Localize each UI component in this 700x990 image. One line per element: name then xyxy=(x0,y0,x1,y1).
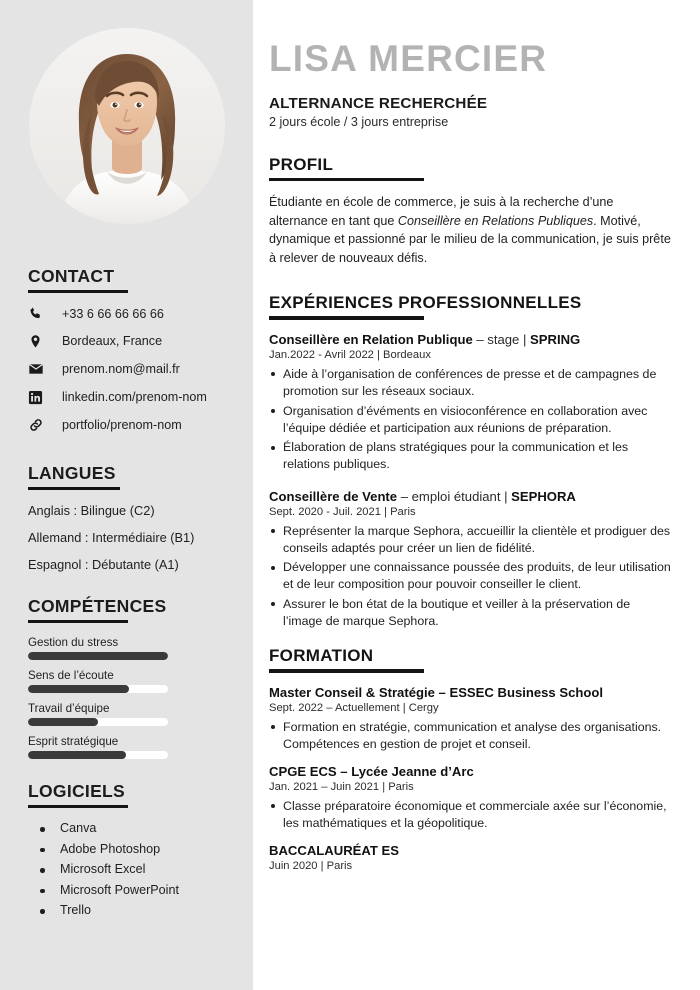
contact-item-portfolio[interactable] xyxy=(28,417,227,433)
bullet-item: Formation en stratégie, communication et analyse des organisations. Compétences en gestion de projet et conseil. xyxy=(269,719,672,753)
skill-item xyxy=(28,702,227,726)
experience-rule xyxy=(269,316,424,320)
education-degree: BACCALAURÉAT ES xyxy=(269,843,399,859)
skills-rule xyxy=(28,620,128,623)
headline: ALTERNANCE RECHERCHÉE xyxy=(269,94,488,112)
skills-section xyxy=(0,596,253,759)
skill-item xyxy=(28,669,227,693)
education-bullets xyxy=(269,798,672,832)
education-degree: Master Conseil & Stratégie – ESSEC Business School xyxy=(269,684,603,700)
skill-label: Gestion du stress xyxy=(28,636,119,649)
software-item: Trello xyxy=(36,903,227,917)
education-meta: Juin 2020 | Paris xyxy=(269,860,353,873)
contact-section xyxy=(0,266,253,433)
software-section xyxy=(0,781,253,917)
photo-container xyxy=(0,0,253,224)
linkedin-icon xyxy=(28,390,52,405)
role-detail: – stage | xyxy=(472,331,531,347)
profile-title: PROFIL xyxy=(269,154,334,174)
skill-label: Travail d’équipe xyxy=(28,702,110,715)
software-item: Canva xyxy=(36,821,227,835)
profile-text xyxy=(269,193,672,267)
experience-bullets xyxy=(269,523,672,631)
contact-value: Bordeaux, France xyxy=(62,334,163,348)
software-item: Adobe Photoshop xyxy=(36,842,227,856)
company-name: SEPHORA xyxy=(511,488,576,504)
language-item: Anglais : Bilingue (C2) xyxy=(28,503,155,518)
profile-rule xyxy=(269,178,424,182)
education-bullets xyxy=(269,719,672,753)
skill-fill xyxy=(28,685,129,693)
education-degree: CPGE ECS – Lycée Jeanne d’Arc xyxy=(269,763,474,779)
role-detail: – emploi étudiant | xyxy=(397,488,512,504)
contact-value: portfolio/prenom-nom xyxy=(62,418,182,432)
experience-section xyxy=(269,293,672,630)
role-name: Conseillère en Relation Publique xyxy=(269,331,473,347)
experience-role xyxy=(269,332,672,347)
contact-item-linkedin[interactable] xyxy=(28,390,227,405)
software-title: LOGICIELS xyxy=(28,781,126,801)
skill-fill xyxy=(28,751,126,759)
skill-label: Esprit stratégique xyxy=(28,735,119,748)
skill-track xyxy=(28,751,168,759)
phone-icon xyxy=(28,306,52,321)
main-column xyxy=(253,0,700,990)
skill-track xyxy=(28,685,168,693)
languages-section xyxy=(0,463,253,572)
experience-meta: Jan.2022 - Avril 2022 | Bordeaux xyxy=(269,348,431,361)
skill-fill xyxy=(28,718,98,726)
skill-item xyxy=(28,735,227,759)
sidebar xyxy=(0,0,253,990)
software-list xyxy=(28,821,227,917)
skills-title: COMPÉTENCES xyxy=(28,596,167,616)
contact-value: prenom.nom@mail.fr xyxy=(62,362,180,376)
skill-track xyxy=(28,718,168,726)
languages-title: LANGUES xyxy=(28,463,116,483)
language-item: Espagnol : Débutante (A1) xyxy=(28,557,179,572)
contact-item-email[interactable] xyxy=(28,361,227,377)
bullet-item: Assurer le bon état de la boutique et veiller à la préservation de l’image de marque Sephora. xyxy=(269,596,672,630)
education-title: FORMATION xyxy=(269,646,374,666)
software-item: Microsoft Excel xyxy=(36,862,227,876)
bullet-item: Aide à l’organisation de conférences de presse et de campagnes de promotion sur les réseaux sociaux. xyxy=(269,366,672,400)
education-entry xyxy=(269,843,672,872)
education-rule xyxy=(269,669,424,673)
education-meta: Jan. 2021 – Juin 2021 | Paris xyxy=(269,780,414,793)
experience-title: EXPÉRIENCES PROFESSIONNELLES xyxy=(269,293,582,313)
skill-fill xyxy=(28,652,168,660)
experience-entry xyxy=(269,489,672,631)
profile-section xyxy=(269,155,672,268)
experience-role xyxy=(269,489,672,504)
skill-label: Sens de l’écoute xyxy=(28,669,114,682)
software-item: Microsoft PowerPoint xyxy=(36,883,227,897)
company-name: SPRING xyxy=(530,331,581,347)
bullet-item: Développer une connaissance poussée des produits, de leur utilisation et de leur composition pour pouvoir conseiller le client. xyxy=(269,559,672,593)
software-rule xyxy=(28,805,128,808)
education-entry xyxy=(269,764,672,832)
contact-item-phone[interactable] xyxy=(28,306,227,321)
skill-item xyxy=(28,636,227,660)
contact-item-location[interactable] xyxy=(28,334,227,349)
languages-rule xyxy=(28,487,120,490)
education-entry xyxy=(269,685,672,753)
link-icon xyxy=(28,417,52,433)
contact-value: +33 6 66 66 66 66 xyxy=(62,306,164,321)
avatar xyxy=(29,28,225,224)
page-title: LISA MERCIER xyxy=(269,38,548,79)
skill-track xyxy=(28,652,168,660)
contact-title: CONTACT xyxy=(28,266,115,286)
location-icon xyxy=(28,334,52,349)
education-section xyxy=(269,646,672,872)
contact-value: linkedin.com/prenom-nom xyxy=(62,390,207,404)
contact-list xyxy=(28,306,227,433)
role-name: Conseillère de Vente xyxy=(269,488,398,504)
envelope-icon xyxy=(28,361,52,377)
profile-text-italic: Conseillère en Relations Publiques xyxy=(397,213,594,228)
bullet-item: Classe préparatoire économique et commerciale axée sur l’économie, les mathématiques et la géopolitique. xyxy=(269,798,672,832)
profile-text-before: Étudiante en école de commerce, je suis à la recherche d’une alternance en tant que xyxy=(269,195,614,228)
experience-entry xyxy=(269,332,672,474)
experience-meta: Sept. 2020 - Juil. 2021 | Paris xyxy=(269,505,416,518)
contact-rule xyxy=(28,290,128,293)
language-item: Allemand : Intermédiaire (B1) xyxy=(28,530,195,545)
experience-bullets xyxy=(269,366,672,474)
bullet-item: Élaboration de plans stratégiques pour la communication et les relations publiques. xyxy=(269,439,672,473)
languages-list xyxy=(28,503,227,572)
subheadline: 2 jours école / 3 jours entreprise xyxy=(269,114,449,129)
bullet-item: Représenter la marque Sephora, accueillir la clientèle et prodiguer des conseils adaptés pour créer un lien de fidélité. xyxy=(269,523,672,557)
bullet-item: Organisation d’évéments en visioconférence en collaboration avec l’équipe dédiée et participation aux réunions de préparation. xyxy=(269,403,672,437)
profile-text-after: . Motivé, dynamique et passionné par le milieu de la communication, je suis prête à relever de nouveaux défis. xyxy=(269,213,671,265)
education-meta: Sept. 2022 – Actuellement | Cergy xyxy=(269,701,439,714)
